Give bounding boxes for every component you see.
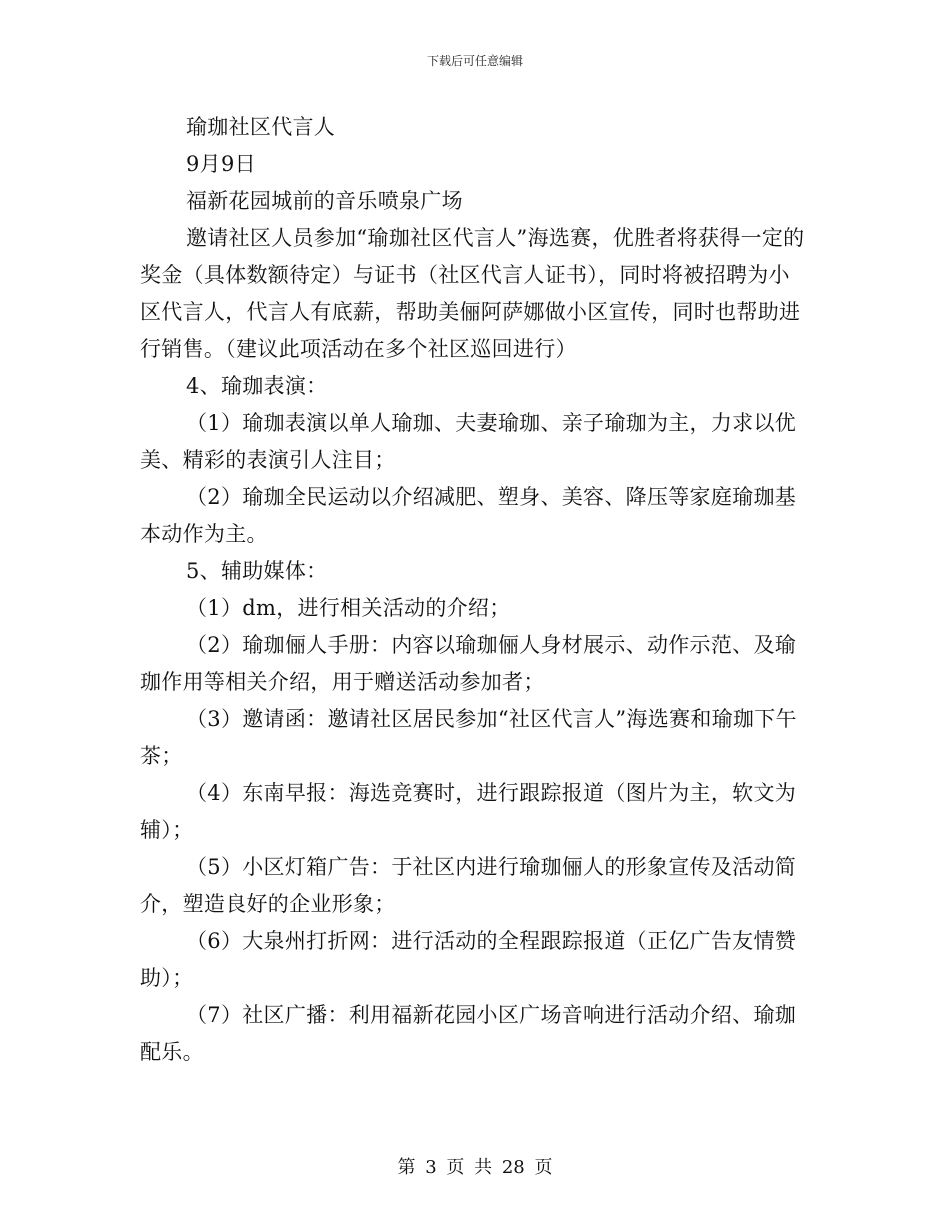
list-item: （4）东南早报：海选竞赛时，进行跟踪报道（图片为主，软文为辅）；: [140, 781, 797, 842]
list-item: （2）瑜珈全民运动以介绍减肥、塑身、美容、降压等家庭瑜珈基本动作为主。: [140, 485, 797, 546]
document-body: [140, 109, 810, 1071]
list-item: （1）瑜珈表演以单人瑜珈、夫妻瑜珈、亲子瑜珈为主，力求以优美、精彩的表演引人注目；: [140, 411, 797, 472]
section-heading-media: 5、辅助媒体：: [186, 559, 328, 583]
list-item: （6）大泉州打折网：进行活动的全程跟踪报道（正亿广告友情赞助）；: [140, 929, 797, 990]
paragraph-title: 瑜珈社区代言人: [186, 115, 336, 139]
page-header-note: 下载后可任意编辑: [426, 54, 523, 68]
paragraph-location: 福新花园城前的音乐喷泉广场: [186, 189, 463, 213]
paragraph-description: 邀请社区人员参加“瑜珈社区代言人”海选赛，优胜者将获得一定的奖金（具体数额待定）与证书（社区代言人证书），同时将被招聘为小区代言人，代言人有底薪，帮助美俪阿萨娜做小区宣传，同时也帮助进行销售。（建议此项活动在多个社区巡回进行）: [140, 226, 805, 361]
section-heading-yoga-show: 4、瑜珈表演：: [186, 374, 328, 398]
list-item: （5）小区灯箱广告：于社区内进行瑜珈俪人的形象宣传及活动简介，塑造良好的企业形象；: [140, 855, 797, 916]
page-number: 第 3 页 共 28 页: [397, 1157, 553, 1178]
list-item: （3）邀请函：邀请社区居民参加“社区代言人”海选赛和瑜珈下午茶；: [140, 707, 797, 768]
list-item: （2）瑜珈俪人手册：内容以瑜珈俪人身材展示、动作示范、及瑜珈作用等相关介绍，用于赠送活动参加者；: [140, 633, 797, 694]
list-item: （1）dm，进行相关活动的介绍；: [186, 596, 511, 620]
list-item: （7）社区广播：利用福新花园小区广场音响进行活动介绍、瑜珈配乐。: [140, 1003, 797, 1064]
paragraph-date: 9月9日: [186, 152, 256, 176]
